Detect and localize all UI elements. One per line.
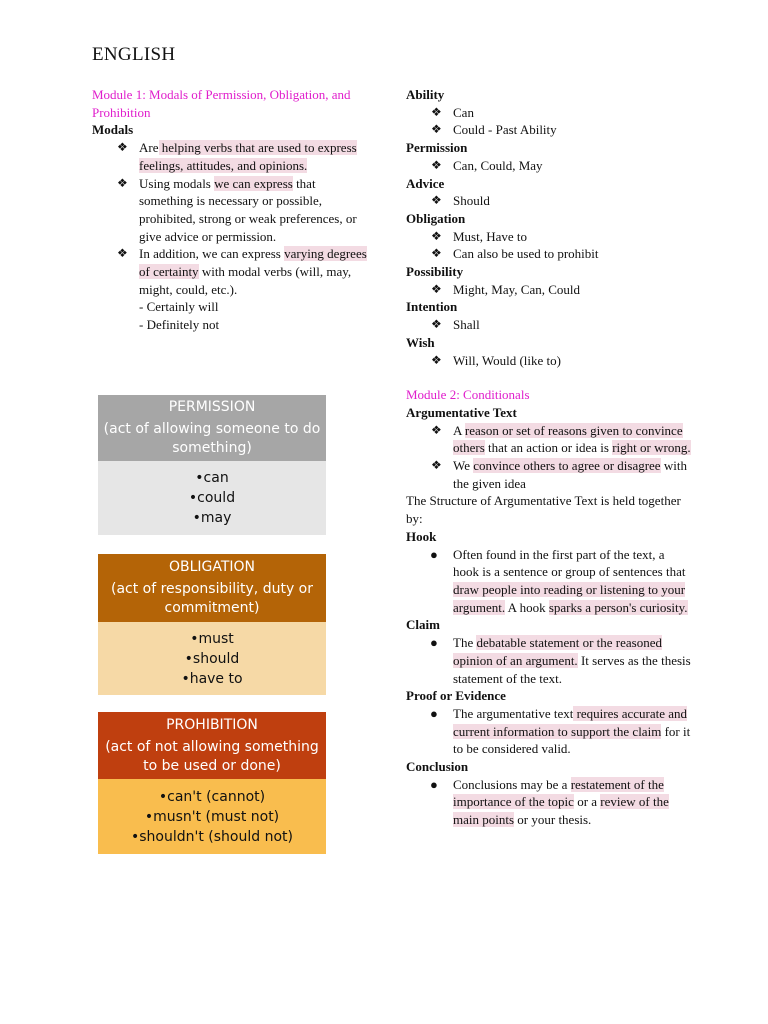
obligation-card-header: [98, 554, 326, 622]
wish-heading: Wish: [406, 334, 435, 350]
item-text: Will, Would (like to): [453, 352, 561, 368]
module-1-title: Module 1: Modals of Permission, Obligation, and Prohibition: [92, 87, 351, 120]
item-text: that an action or idea is: [484, 440, 613, 456]
highlighted-text: convince others to agree or disagree: [473, 458, 661, 474]
bullet-text: with modal verbs (will, may, might, could, etc.).: [139, 264, 352, 297]
dot-bullet-icon: ●: [430, 635, 438, 651]
highlighted-text: varying degrees of certainty: [139, 246, 367, 280]
claim-item: [406, 634, 691, 687]
item-text: Can: [453, 104, 474, 120]
obligation-item-2: [406, 245, 691, 263]
diamond-bullet-icon: ❖: [431, 352, 442, 367]
modals-bullet-3: [92, 245, 367, 334]
obligation-heading: Obligation: [406, 210, 466, 226]
item-text: Often found in the first part of the text, a hook is a sentence or group of sentences that: [453, 546, 686, 580]
left-column: [92, 86, 367, 334]
highlighted-text: draw people into reading or listening to your argument.: [453, 581, 686, 615]
item-text: We: [453, 458, 474, 474]
ability-heading: Ability: [406, 87, 445, 102]
proof-item: [406, 705, 691, 758]
diamond-bullet-icon: ❖: [431, 228, 442, 243]
diamond-bullet-icon: ❖: [431, 104, 442, 119]
dot-bullet-icon: ●: [430, 776, 438, 792]
conclusion-heading: Conclusion: [406, 759, 469, 775]
item-text: Might, May, Can, Could: [453, 281, 580, 297]
right-column: [406, 86, 691, 829]
module-2-title: Module 2: Conditionals: [406, 387, 530, 403]
item-text: Shall: [453, 317, 480, 333]
highlighted-text: sparks a person's curiosity.: [548, 599, 688, 615]
card-title: OBLIGATION: [168, 559, 256, 575]
permission-heading: Permission: [406, 140, 468, 156]
permission-item-1: [406, 157, 691, 175]
diamond-bullet-icon: ❖: [431, 281, 442, 296]
highlighted-text: debatable statement or the reasoned opinion of an argument.: [453, 635, 662, 668]
argumentative-heading: Argumentative Text: [406, 404, 517, 420]
ability-item-1: [406, 104, 691, 122]
diamond-bullet-icon: ❖: [431, 458, 442, 473]
page-title: ENGLISH: [92, 44, 176, 65]
diamond-bullet-icon: ❖: [431, 193, 442, 208]
highlighted-text: we can express: [214, 175, 293, 191]
diamond-bullet-icon: ❖: [117, 140, 128, 155]
bullet-text: that something is necessary or possible, prohibited, strong or weak preferences, or give advice or permission.: [139, 175, 357, 244]
card-item: •could: [188, 490, 236, 506]
advice-item-1: [406, 192, 691, 210]
item-text: The: [453, 635, 477, 651]
prohibition-card: [98, 712, 326, 854]
highlighted-text: requires accurate and current information to support the claim: [453, 705, 688, 739]
wish-item-1: [406, 352, 691, 370]
dot-bullet-icon: ●: [430, 546, 438, 562]
item-text: A hook: [505, 599, 549, 615]
highlighted-text: right or wrong.: [612, 440, 691, 456]
intention-item-1: [406, 316, 691, 334]
highlighted-text: restatement of the importance of the topic: [453, 776, 664, 810]
argumentative-item-1: [406, 422, 691, 457]
dot-bullet-icon: ●: [430, 705, 438, 721]
certainty-example-2: - Definitely not: [139, 317, 220, 333]
item-text: Conclusions may be a: [453, 776, 571, 792]
item-text: The argumentative text: [453, 705, 574, 721]
hook-heading: Hook: [406, 528, 437, 544]
permission-card-header: [98, 395, 326, 461]
permission-card-list: [98, 461, 326, 535]
card-item: •can't (cannot): [158, 788, 266, 805]
card-description: (act of allowing someone to do something): [103, 421, 321, 456]
diamond-bullet-icon: ❖: [431, 246, 442, 261]
item-text: or your thesis.: [514, 812, 592, 828]
obligation-card-list: [98, 622, 326, 695]
bullet-text: Using modals: [139, 175, 215, 191]
card-description: (act of responsibility, duty or commitment): [110, 581, 314, 616]
bullet-text: In addition, we can express: [139, 246, 285, 262]
prohibition-card-list: [98, 779, 326, 854]
diamond-bullet-icon: ❖: [431, 157, 442, 172]
item-text: It serves as the thesis statement of the text.: [453, 652, 691, 686]
card-item: •have to: [181, 670, 243, 687]
item-text: Must, Have to: [453, 228, 528, 244]
item-text: or a: [573, 794, 601, 810]
item-text: Could - Past Ability: [453, 122, 557, 138]
modals-bullet-2: [92, 175, 367, 246]
argumentative-item-2: [406, 457, 691, 492]
card-item: •can: [195, 470, 229, 486]
hook-item: [406, 546, 691, 617]
card-item: •may: [192, 510, 232, 526]
card-item: •musn't (must not): [144, 808, 280, 825]
item-text: A: [453, 422, 465, 438]
certainty-example-1: - Certainly will: [139, 299, 219, 315]
item-text: Should: [453, 193, 490, 209]
advice-heading: Advice: [406, 175, 445, 191]
item-text: with the given idea: [453, 458, 687, 491]
obligation-card: [98, 554, 326, 695]
intention-heading: Intention: [406, 299, 458, 315]
obligation-item-1: [406, 228, 691, 246]
modals-bullet-1: [92, 139, 367, 174]
bullet-text: Are: [139, 140, 159, 156]
diamond-bullet-icon: ❖: [117, 246, 128, 261]
conclusion-item: [406, 776, 691, 829]
possibility-heading: Possibility: [406, 264, 464, 280]
card-item: •must: [190, 630, 234, 647]
item-text: Can also be used to prohibit: [453, 246, 599, 262]
card-title: PROHIBITION: [166, 716, 258, 733]
diamond-bullet-icon: ❖: [117, 175, 128, 190]
claim-heading: Claim: [406, 617, 440, 633]
permission-card: [98, 395, 326, 535]
card-item: •shouldn't (should not): [131, 828, 293, 845]
card-title: PERMISSION: [168, 399, 256, 415]
diamond-bullet-icon: ❖: [431, 422, 442, 437]
card-description: (act of not allowing something to be used or done): [105, 738, 319, 774]
diamond-bullet-icon: ❖: [431, 317, 442, 332]
ability-item-2: [406, 121, 691, 139]
diamond-bullet-icon: ❖: [431, 122, 442, 137]
prohibition-card-header: [98, 712, 326, 779]
possibility-item-1: [406, 281, 691, 299]
item-text: Can, Could, May: [453, 157, 543, 173]
proof-heading: Proof or Evidence: [406, 688, 506, 704]
highlighted-text: helping verbs that are used to express feelings, attitudes, and opinions.: [139, 140, 357, 173]
card-item: •should: [184, 650, 240, 667]
spacer: [406, 369, 691, 386]
modals-heading: Modals: [92, 122, 134, 138]
structure-text: The Structure of Argumentative Text is held together by:: [406, 493, 681, 527]
highlighted-text: reason or set of reasons given to convince others: [453, 422, 683, 456]
item-text: for it to be considered valid.: [453, 723, 691, 757]
highlighted-text: review of the main points: [453, 794, 669, 828]
